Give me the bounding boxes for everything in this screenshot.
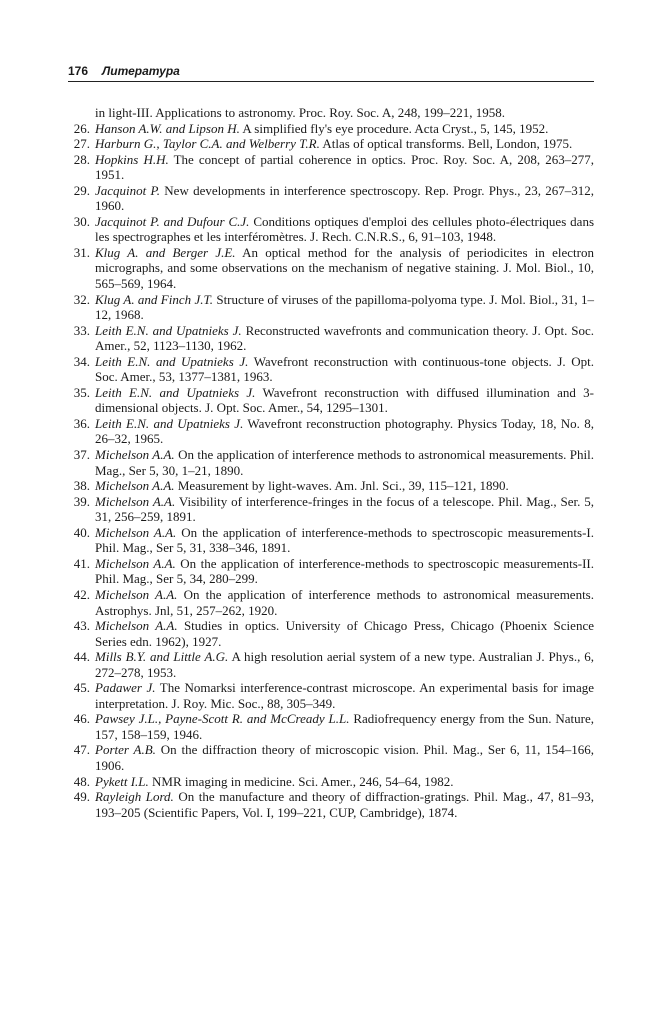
reference-entry — [68, 323, 594, 354]
reference-entry — [68, 416, 594, 447]
reference-entry — [68, 618, 594, 649]
reference-entry — [68, 121, 594, 137]
reference-authors: Jacquinot P. and Dufour C.J. — [95, 213, 250, 229]
reference-entry — [68, 354, 594, 385]
reference-entry — [68, 478, 594, 494]
reference-text: NMR imaging in medicine. Sci. Amer., 246, 54–64, 1982. — [152, 773, 454, 789]
reference-authors: Michelson A.A. — [95, 555, 176, 571]
reference-authors: Porter A.B. — [95, 742, 156, 758]
reference-number: 43. — [73, 618, 90, 634]
reference-entry — [68, 742, 594, 773]
reference-number: 28. — [73, 151, 90, 167]
reference-text: Studies in optics. University of Chicago Press, Chicago (Phoenix Science Series edn. 1962), 1927. — [95, 618, 594, 649]
reference-number: 26. — [73, 120, 90, 136]
reference-number: 32. — [73, 291, 90, 307]
reference-entry — [68, 183, 594, 214]
reference-text: The concept of partial coherence in optics. Proc. Roy. Soc. A, 208, 263–277, 1951. — [95, 151, 594, 183]
reference-list — [68, 105, 594, 820]
reference-number: 49. — [73, 789, 90, 805]
reference-text: Radiofrequency energy from the Sun. Nature, 157, 158–159, 1946. — [95, 711, 595, 742]
reference-authors: Jacquinot P. — [95, 182, 161, 198]
reference-entry — [68, 214, 594, 245]
reference-authors: Hanson A.W. and Lipson H. — [95, 120, 240, 136]
reference-number: 41. — [73, 555, 90, 571]
reference-text: On the application of interference methods to astronomical measurements. Astrophys. Jnl, 51, 257–262, 1920. — [95, 586, 594, 618]
reference-entry — [68, 152, 594, 183]
reference-authors: Pawsey J.L., Payne-Scott R. and McCready L.L. — [95, 711, 350, 727]
running-header — [68, 64, 594, 82]
reference-number: 30. — [73, 213, 90, 229]
reference-authors: Klug A. and Finch J.T. — [95, 291, 213, 307]
reference-entry — [68, 494, 594, 525]
reference-text: Structure of viruses of the papilloma-polyoma type. J. Mol. Biol., 31, 1–12, 1968. — [95, 291, 594, 323]
reference-entries — [68, 121, 594, 821]
reference-authors: Michelson A.A. — [95, 447, 175, 463]
reference-text: Visibility of interference-fringes in the focus of a telescope. Phil. Mag., Ser. 5, 31, 256–259, 1891. — [95, 493, 594, 525]
reference-authors: Michelson A.A. — [95, 618, 178, 634]
reference-authors: Padawer J. — [95, 680, 156, 696]
reference-number: 29. — [73, 182, 90, 198]
section-title: Литература — [102, 64, 180, 78]
reference-authors: Leith E.N. and Upatnieks J. — [95, 415, 244, 431]
reference-number: 46. — [73, 711, 90, 727]
reference-authors: Rayleigh Lord. — [95, 789, 174, 805]
reference-entry — [68, 649, 594, 680]
reference-authors: Leith E.N. and Upatnieks J. — [95, 322, 242, 338]
reference-number: 48. — [73, 773, 90, 789]
reference-text: On the diffraction theory of microscopic vision. Phil. Mag., Ser 6, 11, 154–166, 1906. — [95, 742, 594, 773]
reference-authors: Klug A. and Berger J.E. — [95, 244, 236, 260]
reference-authors: Michelson A.A. — [95, 493, 176, 509]
reference-text: A simplified fly's eye procedure. Acta Cryst., 5, 145, 1952. — [242, 120, 549, 136]
reference-number: 37. — [73, 447, 90, 463]
reference-number: 47. — [73, 742, 90, 758]
reference-authors: Michelson A.A. — [95, 586, 178, 602]
reference-text: Reconstructed wavefronts and communication theory. J. Opt. Soc. Amer., 52, 1123–1130, 1962. — [95, 322, 595, 354]
reference-entry — [68, 789, 594, 820]
reference-authors: Harburn G., Taylor C.A. and Welberry T.R. — [95, 136, 320, 152]
reference-number: 33. — [73, 322, 90, 338]
reference-number: 34. — [73, 353, 90, 369]
reference-authors: Michelson A.A. — [95, 524, 177, 540]
reference-authors: Leith E.N. and Upatnieks J. — [95, 384, 256, 400]
reference-number: 36. — [73, 415, 90, 431]
reference-entry — [68, 587, 594, 618]
reference-entry — [68, 447, 594, 478]
reference-text: On the application of interference-methods to spectroscopic measurements-II. Phil. Mag., Ser 5, 34, 280–299. — [95, 555, 594, 587]
reference-text: The Nomarksi interference-contrast microscope. An experimental basis for image interpretation. J. Roy. Mic. Soc., 88, 305–349. — [95, 680, 594, 711]
reference-authors: Michelson A.A. — [95, 478, 175, 494]
reference-number: 44. — [73, 649, 90, 665]
reference-entry — [68, 136, 594, 152]
page-number: 176 — [68, 64, 89, 78]
reference-continuation: in light-III. Applications to astronomy. Proc. Roy. Soc. A, 248, 199–221, 1958. — [95, 105, 505, 120]
reference-text: Wavefront reconstruction with diffused illumination and 3-dimensional objects. J. Opt. Soc. Amer., 54, 1295–1301. — [95, 384, 595, 416]
reference-entry — [68, 556, 594, 587]
reference-entry — [68, 292, 594, 323]
reference-text: A high resolution aerial system of a new type. Australian J. Phys., 6, 272–278, 1953. — [95, 649, 594, 680]
reference-text: Measurement by light-waves. Am. Jnl. Sci., 39, 115–121, 1890. — [177, 478, 509, 494]
reference-text: An optical method for the analysis of periodicites in electron micrographs, and some observations on the mechanism of negative staining. J. Mol. Biol., 10, 565–569, 1964. — [95, 244, 594, 292]
reference-text: New developments in interference spectroscopy. Rep. Progr. Phys., 23, 267–312, 1960. — [95, 182, 595, 214]
reference-number: 45. — [73, 680, 90, 696]
reference-authors: Leith E.N. and Upatnieks J. — [95, 353, 249, 369]
reference-text: On the application of interference methods to astronomical measurements. Phil. Mag., Ser 5, 30, 1–21, 1890. — [95, 447, 595, 478]
reference-text: On the manufacture and theory of diffraction-gratings. Phil. Mag., 47, 81–93, 193–205 (Scientific Papers, Vol. I, 199–221, CUP, Cambridge), 1874. — [95, 789, 594, 820]
reference-entry — [68, 680, 594, 711]
reference-number: 31. — [73, 244, 90, 260]
reference-number: 35. — [73, 384, 90, 400]
reference-entry — [68, 711, 594, 742]
reference-text: Wavefront reconstruction photography. Physics Today, 18, No. 8, 26–32, 1965. — [95, 415, 594, 447]
reference-text: Conditions optiques d'emploi des cellules photo-électriques dans les spectrographes et les interféromètres. J. Rech. C.N.R.S., 6, 91–103, 1948. — [95, 213, 595, 245]
reference-text: On the application of interference-methods to spectroscopic measurements-I. Phil. Mag., Ser 5, 31, 338–346, 1891. — [95, 524, 595, 556]
reference-authors: Mills B.Y. and Little A.G. — [95, 649, 229, 665]
reference-entry — [68, 525, 594, 556]
reference-entry — [68, 385, 594, 416]
reference-number: 39. — [73, 493, 90, 509]
reference-number: 40. — [73, 524, 90, 540]
reference-number: 27. — [73, 136, 90, 152]
reference-entry — [68, 774, 594, 790]
reference-number: 42. — [73, 586, 90, 602]
reference-authors: Pykett I.L. — [95, 773, 149, 789]
reference-text: Atlas of optical transforms. Bell, London, 1975. — [322, 136, 573, 152]
reference-entry — [68, 245, 594, 292]
reference-number: 38. — [73, 478, 90, 494]
book-page — [68, 64, 594, 820]
reference-authors: Hopkins H.H. — [95, 151, 169, 167]
reference-text: Wavefront reconstruction with continuous-tone objects. J. Opt. Soc. Amer., 53, 1377–1381, 1963. — [95, 353, 594, 385]
